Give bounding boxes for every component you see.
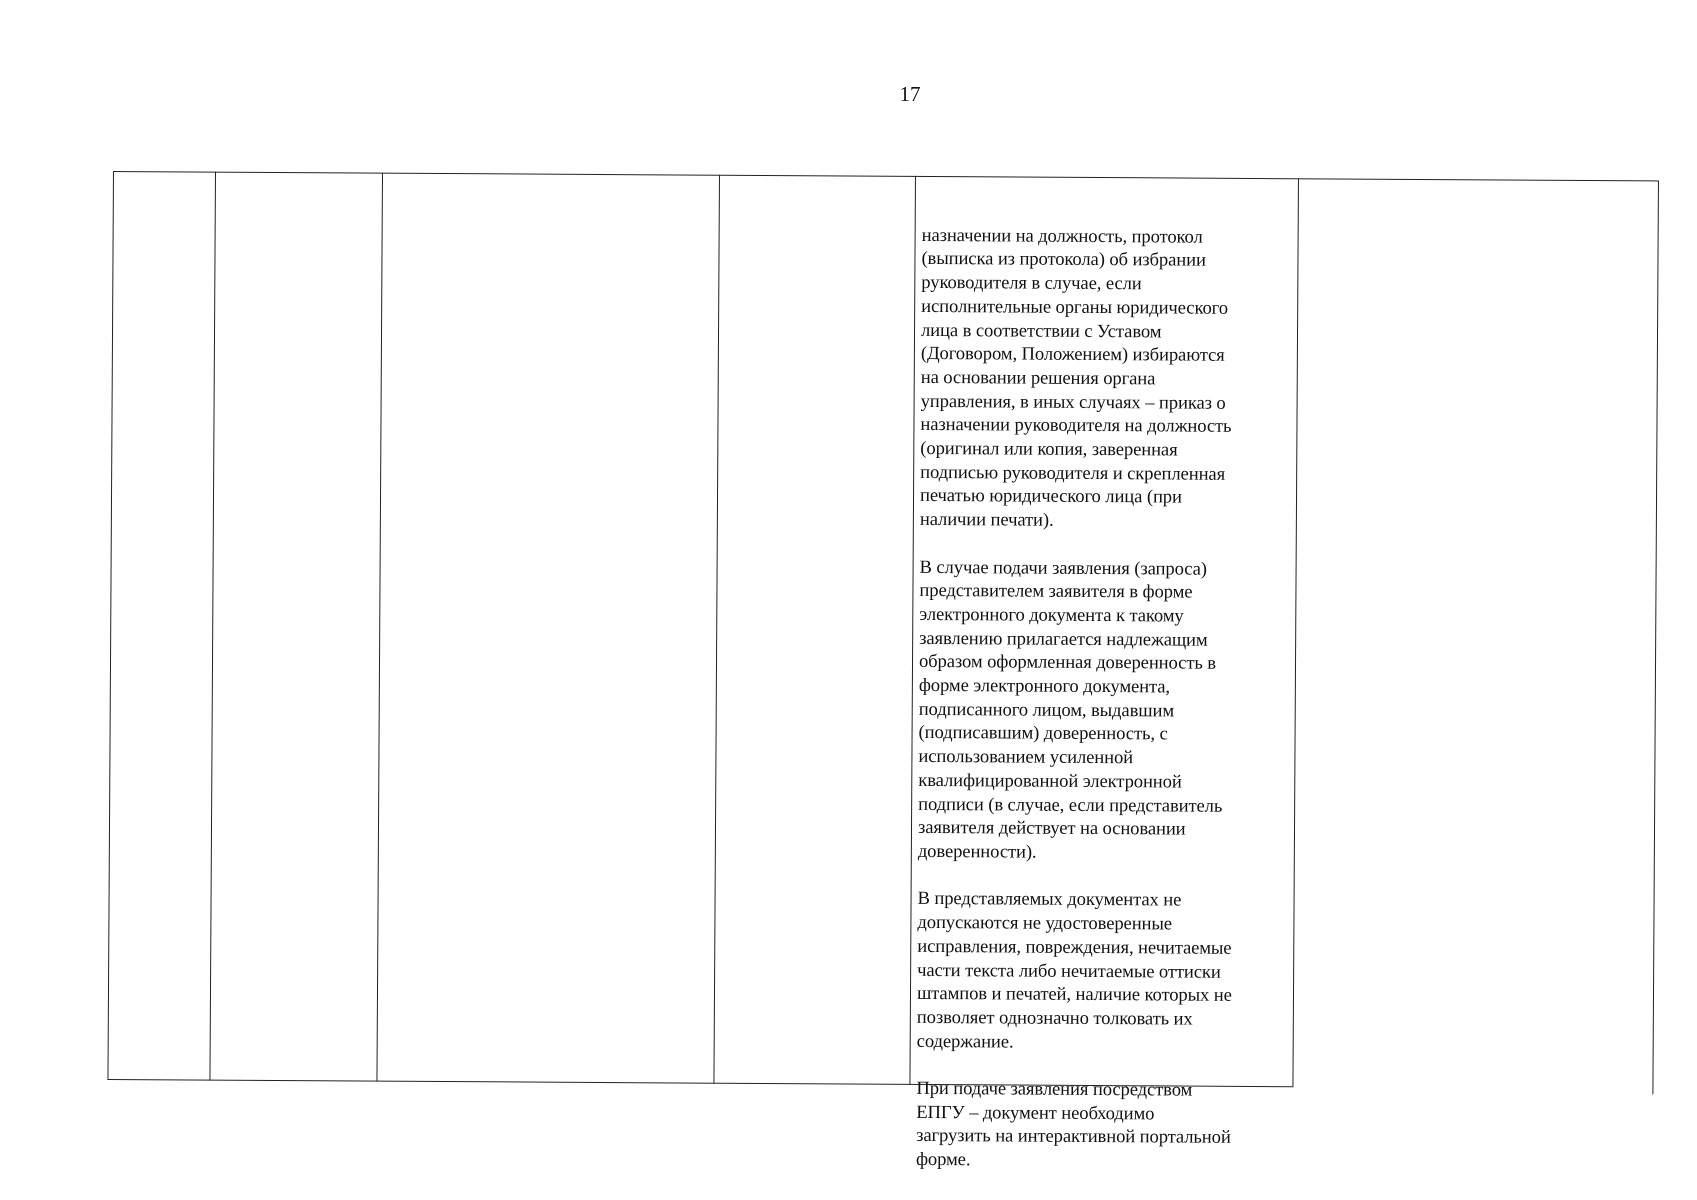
column-divider-1 — [209, 172, 216, 1081]
page-number: 17 — [899, 82, 921, 106]
table-right-border — [1652, 180, 1659, 1094]
cell-paragraph: При подаче заявления посредством ЕПГУ – документ необходимо загрузить на интерактивной портальной форме. — [915, 1077, 1231, 1171]
cell-paragraph: назначении на должность, протокол (выписка из протокола) об избрании руководителя в случае, если исполнительные органы юридического лица в соответствии с Уставом (Договором, Положением) избираются на основании решения органа управления, в иных случаях – приказ о назначении руководителя на должность (оригинал или копия, заверенная подписью руководителя и скрепленная печатью юридического лица (при наличии печати). — [919, 224, 1232, 531]
document-table — [107, 171, 1659, 1171]
column-divider-5 — [1292, 178, 1299, 1087]
table-top-border — [113, 171, 1659, 181]
table-cell-content — [916, 200, 1294, 1198]
cell-paragraph: В случае подачи заявления (запроса) представителем заявителя в форме электронного документа к такому заявлению прилагается надлежащим образом оформленная доверенность в форме электронного документа, подписанного лицом, выдавшим (подписавшим) доверенность, с использованием усиленной квалифицированной электронной подписи (в случае, если представитель заявителя действует на основании доверенности). — [917, 556, 1223, 863]
column-divider-4 — [909, 176, 916, 1085]
cell-paragraph: В представляемых документах не допускаются не удостоверенные исправления, повреждения, нечитаемые части текста либо нечитаемые оттиски штампов и печатей, наличие которых не позволяет однозначно толковать их содержание. — [916, 888, 1232, 1053]
column-divider-2 — [376, 173, 383, 1082]
column-divider-3 — [713, 175, 720, 1084]
table-left-border — [107, 171, 114, 1080]
